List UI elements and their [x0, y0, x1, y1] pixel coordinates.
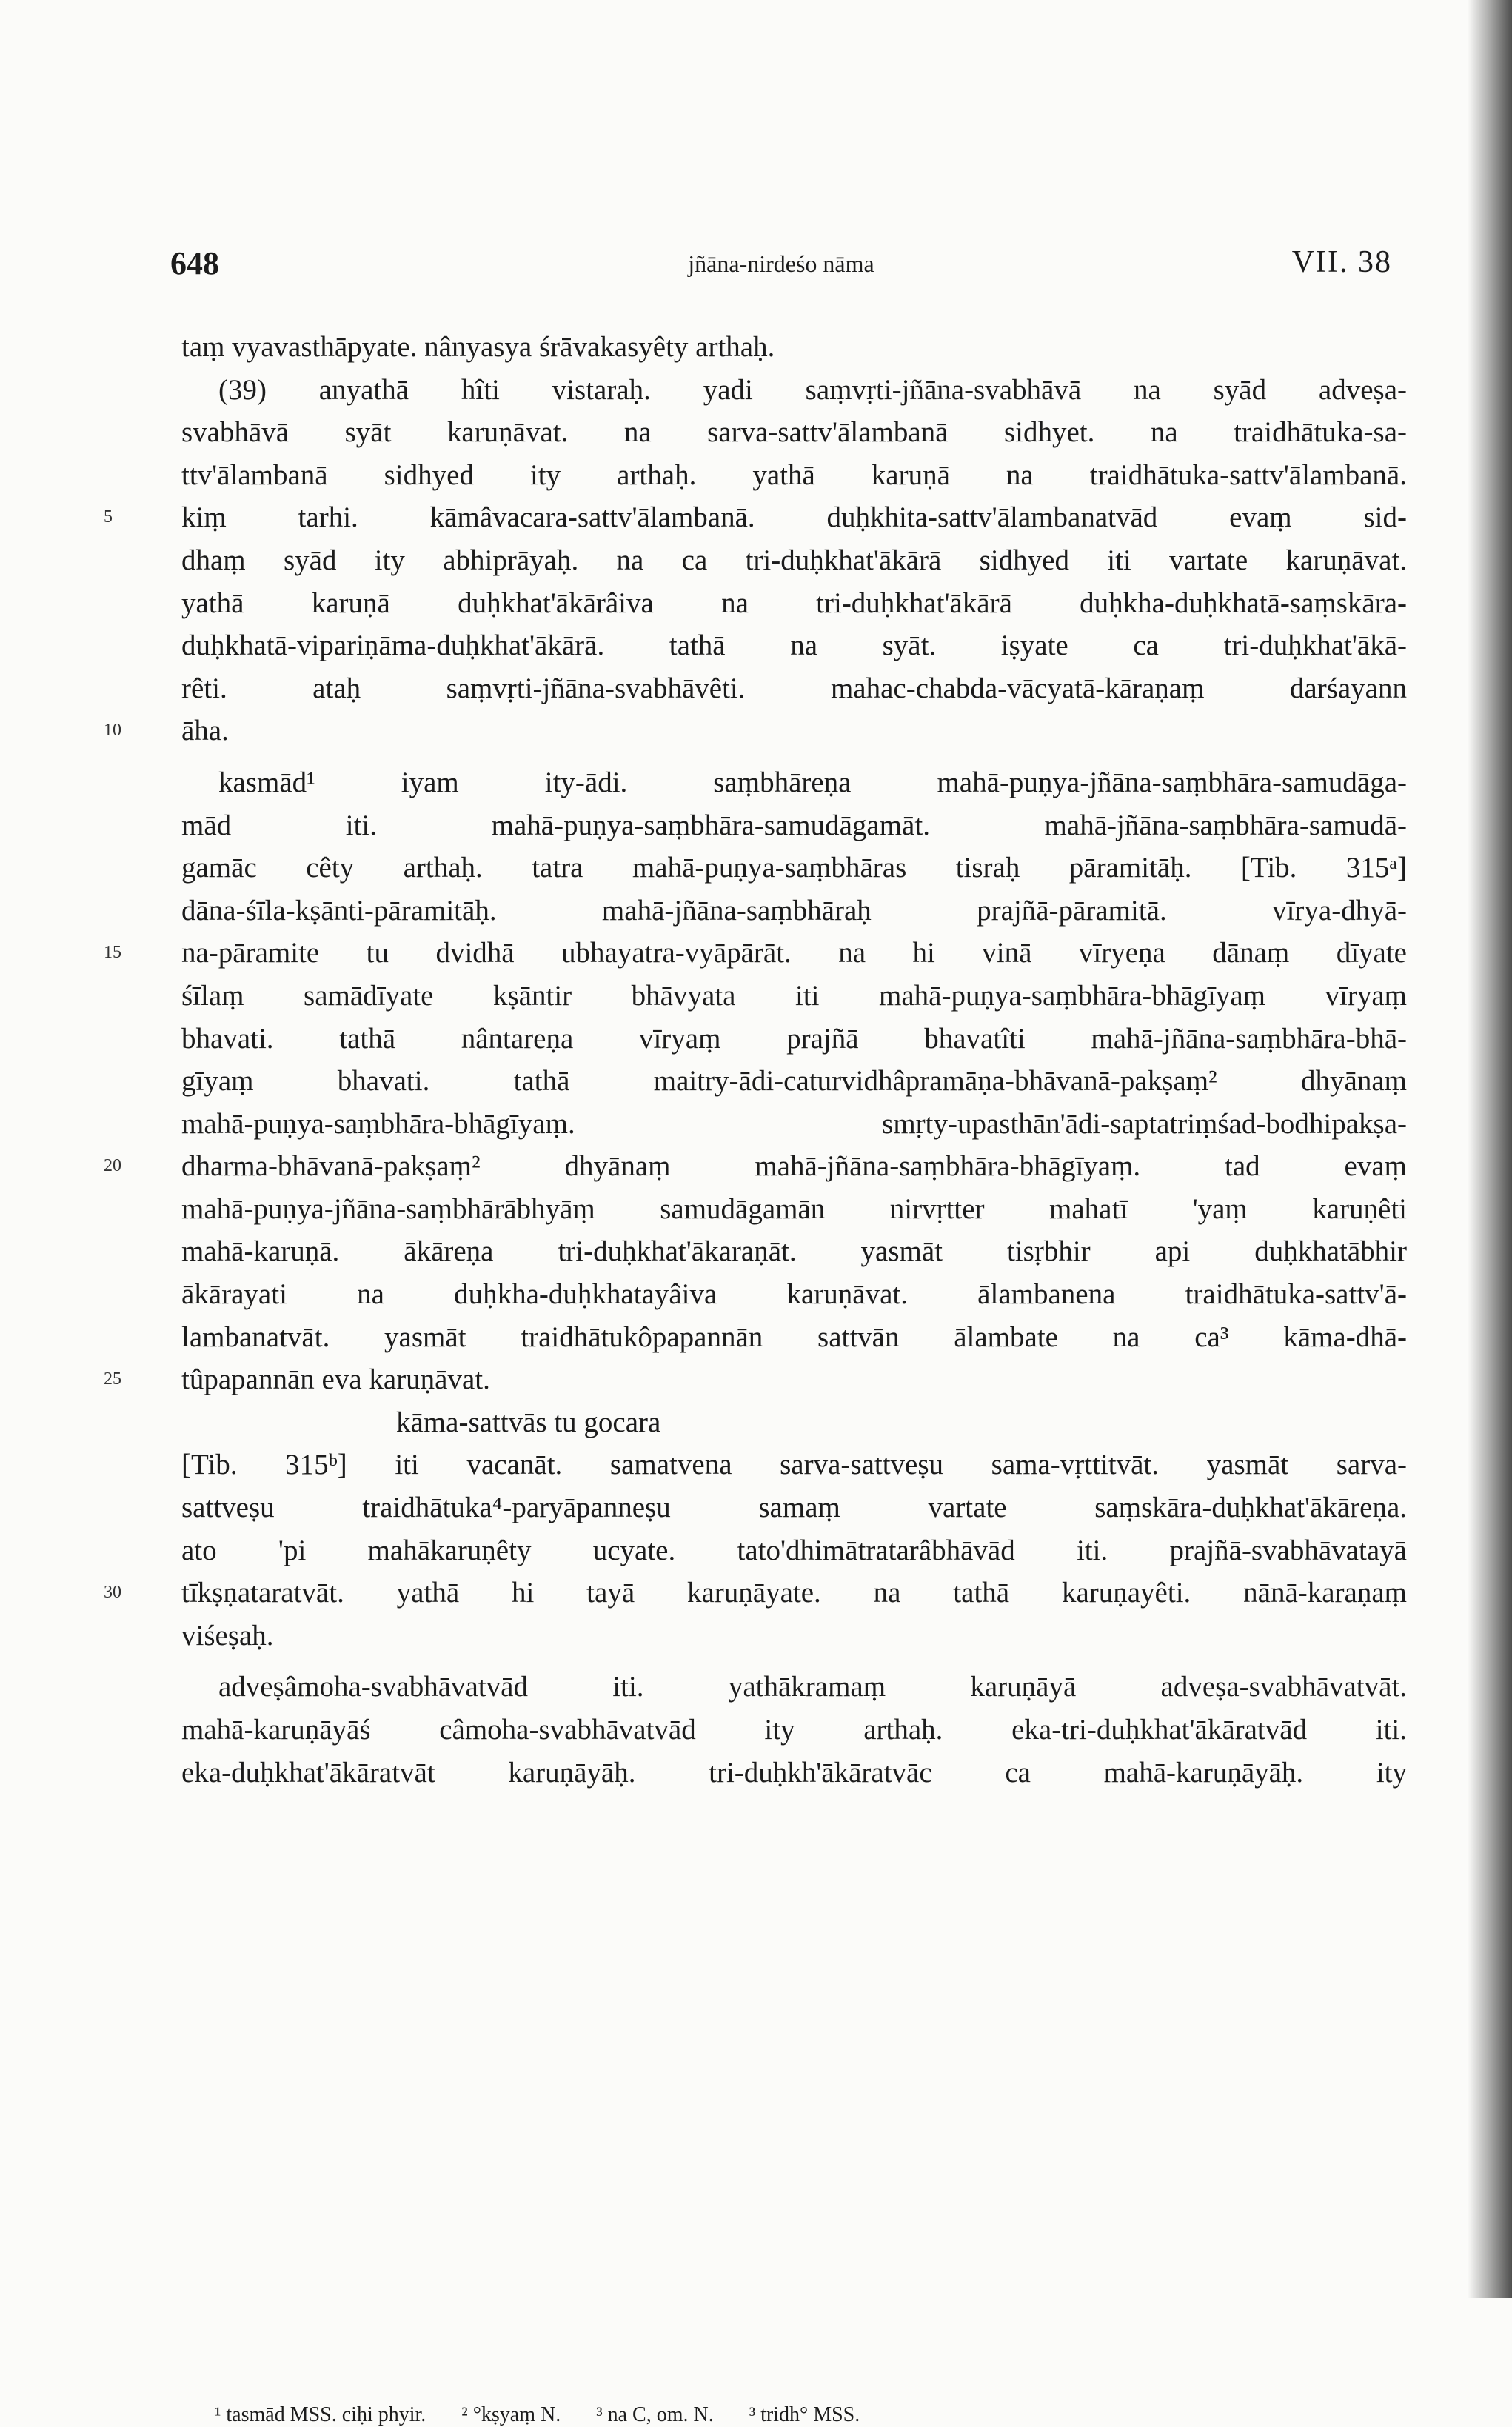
- line-text: dhaṃ syād ity abhiprāyaḥ. na ca tri-duḥkhat'ākārā sidhyed iti vartate karuṇāvat.: [181, 544, 1407, 576]
- line-text: tûpapannān eva karuṇāvat.: [181, 1363, 490, 1396]
- line-text: tīkṣṇataratvāt. yathā hi tayā karuṇāyate. na tathā karuṇayêti. nānā-karaṇaṃ: [181, 1577, 1407, 1609]
- line-text: adveṣâmoha-svabhāvatvād iti. yathākramaṃ karuṇāyā adveṣa-svabhāvatvāt.: [218, 1671, 1407, 1703]
- text-line: [104, 932, 1407, 975]
- line-text: dāna-śīla-kṣānti-pāramitāḥ. mahā-jñāna-saṃbhāraḥ prajñā-pāramitā. vīrya-dhyā-: [181, 894, 1407, 927]
- line-text: gamāc cêty arthaḥ. tatra mahā-puṇya-saṃbhāras tisraḥ pāramitāḥ. [Tib. 315ᵃ]: [181, 852, 1407, 884]
- line-text: na-pāramite tu dvidhā ubhayatra-vyāpārāt. na hi vinā vīryeṇa dānaṃ dīyate: [181, 937, 1407, 969]
- line-text: yathā karuṇā duḥkhat'ākārâiva na tri-duḥkhat'ākārā duḥkha-duḥkhatā-saṃskāra-: [181, 587, 1407, 619]
- line-text: (39) anyathā hîti vistaraḥ. yadi saṃvṛti-jñāna-svabhāvā na syād adveṣa-: [218, 373, 1407, 406]
- footnote: ² °kṣyaṃ N.: [461, 2403, 561, 2426]
- footnotes: [215, 2403, 1399, 2427]
- text-line: [181, 667, 1407, 710]
- line-text: mahā-puṇya-saṃbhāra-bhāgīyaṃ. smṛty-upasthān'ādi-saptatriṃśad-bodhipakṣa-: [181, 1107, 1407, 1140]
- running-title: jñāna-nirdeśo nāma: [688, 250, 874, 277]
- line-text: lambanatvāt. yasmāt traidhātukôpapannān sattvān ālambate na ca³ kāma-dhā-: [181, 1321, 1407, 1353]
- line-text: dharma-bhāvanā-pakṣaṃ² dhyānaṃ mahā-jñāna-saṃbhāra-bhāgīyaṃ. tad evaṃ: [181, 1150, 1407, 1183]
- text-line: [104, 1572, 1407, 1615]
- line-text: mād iti. mahā-puṇya-saṃbhāra-samudāgamāt. mahā-jñāna-saṃbhāra-samudā-: [181, 809, 1407, 841]
- line-text: āha.: [181, 715, 229, 747]
- line-text: ttv'ālambanā sidhyed ity arthaḥ. yathā karuṇā na traidhātuka-sattv'ālambanā.: [181, 458, 1407, 491]
- line-text: kiṃ tarhi. kāmâvacara-sattv'ālambanā. duḥkhita-sattv'ālambanatvād evaṃ sid-: [181, 501, 1407, 534]
- line-text: mahā-karuṇāyāś câmoha-svabhāvatvād ity arthaḥ. eka-tri-duḥkhat'ākāratvād iti.: [181, 1714, 1407, 1746]
- line-text: eka-duḥkhat'ākāratvāt karuṇāyāḥ. tri-duḥkh'ākāratvāc ca mahā-karuṇāyāḥ. ity: [181, 1756, 1407, 1789]
- text-line: [181, 889, 1407, 932]
- line-text: mahā-karuṇā. ākāreṇa tri-duḥkhat'ākaraṇāt. yasmāt tisṛbhir api duḥkhatābhir: [181, 1235, 1407, 1268]
- line-number: 25: [104, 1369, 121, 1389]
- line-text: [Tib. 315ᵇ] iti vacanāt. samatvena sarva-sattveṣu sama-vṛttitvāt. yasmāt sarva-: [181, 1449, 1407, 1481]
- text-line: [181, 1666, 1407, 1709]
- section-reference: VII. 38: [1291, 245, 1392, 279]
- line-number: 10: [104, 721, 121, 741]
- footnote: ¹ tasmād MSS. ciḥi phyir.: [215, 2403, 426, 2426]
- text-line: [104, 710, 1407, 752]
- text-line: [181, 454, 1407, 497]
- text-line: [181, 1273, 1407, 1316]
- line-text: kasmād¹ iyam ity-ādi. saṃbhāreṇa mahā-puṇya-jñāna-saṃbhāra-samudāga-: [218, 766, 1407, 798]
- text-line: [181, 369, 1407, 412]
- footnote: ³ tridh° MSS.: [749, 2403, 860, 2426]
- text-body: [104, 326, 1407, 1794]
- text-line: [181, 1401, 1407, 1444]
- line-text: sattveṣu traidhātuka⁴-paryāpanneṣu samaṃ vartate saṃskāra-duḥkhat'ākāreṇa.: [181, 1492, 1407, 1524]
- text-line: [181, 1443, 1407, 1486]
- text-line: [104, 1145, 1407, 1188]
- line-text: svabhāvā syāt karuṇāvat. na sarva-sattv'ālambanā sidhyet. na traidhātuka-sa-: [181, 416, 1407, 449]
- text-line: [104, 1358, 1407, 1401]
- line-text: taṃ vyavasthāpyate. nânyasya śrāvakasyêty arthaḥ.: [181, 331, 775, 363]
- text-line: [181, 1316, 1407, 1359]
- line-number: 15: [104, 943, 121, 963]
- text-line: [181, 1060, 1407, 1103]
- text-line: [181, 1188, 1407, 1231]
- text-line: [181, 1529, 1407, 1572]
- text-line: [181, 975, 1407, 1018]
- text-line: [181, 1486, 1407, 1529]
- line-number: 20: [104, 1156, 121, 1176]
- line-text: rêti. ataḥ saṃvṛti-jñāna-svabhāvêti. mahac-chabda-vācyatā-kāraṇaṃ darśayann: [181, 672, 1407, 704]
- line-text: viśeṣaḥ.: [181, 1619, 274, 1652]
- running-header: [170, 244, 1392, 289]
- line-number: 30: [104, 1583, 121, 1603]
- text-line: [181, 1752, 1407, 1795]
- text-line: [181, 1230, 1407, 1273]
- scanned-page-edge-shadow: [1468, 0, 1512, 2298]
- line-text: mahā-puṇya-jñāna-saṃbhārābhyāṃ samudāgamān nirvṛtter mahatī 'yaṃ karuṇêti: [181, 1192, 1407, 1225]
- line-number: 5: [104, 507, 113, 527]
- text-line: [181, 539, 1407, 582]
- text-line: [181, 411, 1407, 454]
- text-line: [181, 847, 1407, 889]
- text-line: [181, 1709, 1407, 1752]
- text-line: [181, 326, 1407, 369]
- text-line: [181, 1615, 1407, 1657]
- text-line: [181, 582, 1407, 625]
- footnote: ³ na C, om. N.: [596, 2403, 714, 2426]
- line-text: gīyaṃ bhavati. tathā maitry-ādi-caturvidhâpramāṇa-bhāvanā-pakṣaṃ² dhyānaṃ: [181, 1065, 1407, 1098]
- page-number: 648: [170, 245, 219, 281]
- line-text: kāma-sattvās tu gocara: [396, 1406, 661, 1438]
- text-line: [181, 1018, 1407, 1061]
- line-text: duḥkhatā-vipariṇāma-duḥkhat'ākārā. tathā na syāt. iṣyate ca tri-duḥkhat'ākā-: [181, 630, 1407, 662]
- text-line: [181, 624, 1407, 667]
- line-text: ākārayati na duḥkha-duḥkhatayâiva karuṇāvat. ālambanena traidhātuka-sattv'ā-: [181, 1278, 1407, 1311]
- line-text: bhavati. tathā nântareṇa vīryaṃ prajñā bhavatîti mahā-jñāna-saṃbhāra-bhā-: [181, 1022, 1407, 1055]
- line-text: śīlaṃ samādīyate kṣāntir bhāvyata iti mahā-puṇya-saṃbhāra-bhāgīyaṃ vīryaṃ: [181, 979, 1407, 1012]
- text-line: [181, 1103, 1407, 1146]
- line-text: ato 'pi mahākaruṇêty ucyate. tato'dhimātratarâbhāvād iti. prajñā-svabhāvatayā: [181, 1534, 1407, 1566]
- text-line: [181, 804, 1407, 847]
- text-line: [104, 496, 1407, 539]
- text-line: [181, 761, 1407, 804]
